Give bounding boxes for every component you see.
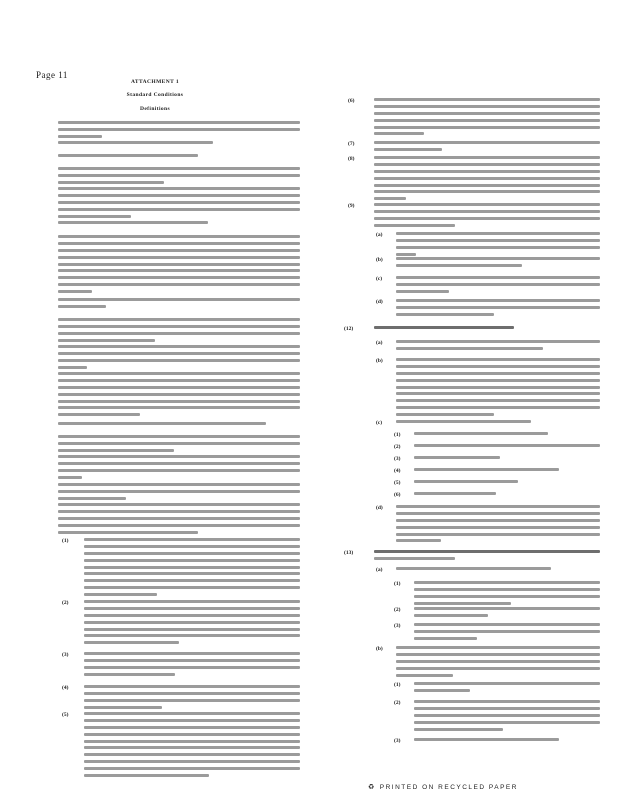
item-2: (2) <box>394 444 401 450</box>
footer-text: PRINTED ON RECYCLED PAPER <box>379 784 518 791</box>
subcondition-d-text <box>396 299 600 320</box>
subcondition-12d-text <box>396 505 600 546</box>
item-13b-2: (2) <box>394 700 401 706</box>
subcondition-13a-text <box>396 567 600 574</box>
condition-duty-to-comply <box>84 538 300 600</box>
item-13a-2: (2) <box>394 607 401 613</box>
condition-duty-to-provide-information <box>374 156 600 204</box>
item-13b-1-text <box>414 682 600 696</box>
paragraph-npdes <box>58 187 300 221</box>
item-13b-1: (1) <box>394 682 401 688</box>
condition-need-to-halt <box>84 652 300 680</box>
paragraph-average-weekly <box>58 345 300 373</box>
condition-monitoring-and-records <box>374 326 514 333</box>
item-13b-2-text <box>414 700 600 734</box>
item-5: (5) <box>394 480 401 486</box>
condition-number-12: (12) <box>344 326 354 332</box>
condition-number-2: (2) <box>62 600 69 606</box>
paragraph-24-hour-composite <box>58 455 300 483</box>
item-3: (3) <box>394 456 401 462</box>
paragraph-bmp <box>58 372 300 420</box>
subcondition-d: (d) <box>376 299 383 305</box>
item-1-text <box>414 432 600 439</box>
condition-number-3: (3) <box>62 652 69 658</box>
item-2-text <box>414 444 600 451</box>
paragraph-board <box>58 154 300 161</box>
condition-duty-to-reapply <box>84 600 300 648</box>
paragraph-act <box>58 121 300 142</box>
footer <box>368 783 518 791</box>
subcondition-12c-text <box>396 420 600 427</box>
subcondition-b: (b) <box>376 257 383 263</box>
condition-number-4: (4) <box>62 685 69 691</box>
subcondition-12a: (a) <box>376 340 383 346</box>
condition-inspection-and-entry <box>374 203 600 231</box>
condition-signatory-requirement <box>374 550 600 564</box>
subcondition-12b: (b) <box>376 358 383 364</box>
attachment-subtitle: Standard Conditions <box>126 92 184 98</box>
condition-number-8: (8) <box>348 156 355 162</box>
definitions-heading: Definitions <box>139 106 171 112</box>
item-6-text <box>414 492 600 499</box>
item-13a-1: (1) <box>394 581 401 587</box>
subcondition-a: (a) <box>376 232 383 238</box>
subcondition-c: (c) <box>376 276 383 282</box>
condition-property-rights <box>374 141 600 155</box>
subcondition-b-text <box>396 257 600 271</box>
attachment-title: ATTACHMENT 1 <box>130 79 180 85</box>
subcondition-12a-text <box>396 340 600 354</box>
subcondition-a-text <box>396 232 600 260</box>
recycle-icon: ♻ <box>368 784 376 791</box>
item-13b-3-text <box>414 738 600 745</box>
paragraph-average-monthly <box>58 318 300 346</box>
item-4: (4) <box>394 468 401 474</box>
subcondition-13b: (b) <box>376 646 383 652</box>
subcondition-12d: (d) <box>376 505 383 511</box>
item-13a-2-text <box>414 607 600 621</box>
subcondition-c-text <box>396 276 600 297</box>
condition-permit-actions <box>374 98 600 139</box>
subcondition-12c: (c) <box>376 420 383 426</box>
paragraph-8-hour-composite <box>58 483 300 504</box>
item-6: (6) <box>394 492 401 498</box>
item-13a-3: (3) <box>394 623 401 629</box>
subcondition-12b-text <box>396 358 600 420</box>
condition-number-6: (6) <box>348 98 355 104</box>
paragraph-maximum-daily <box>58 298 300 312</box>
item-1: (1) <box>394 432 401 438</box>
item-3-text <box>414 456 600 463</box>
paragraph-daily-discharge <box>58 235 300 297</box>
paragraph-flow-proportional <box>58 503 300 537</box>
item-5-text <box>414 480 600 487</box>
paragraph-agency <box>58 141 300 148</box>
paragraph-aliquot <box>58 422 300 429</box>
condition-number-1: (1) <box>62 538 69 544</box>
paragraph-usepa <box>58 221 300 228</box>
item-13a-3-text <box>414 623 600 644</box>
item-13a-1-text <box>414 581 600 609</box>
condition-number-7: (7) <box>348 141 355 147</box>
condition-number-13: (13) <box>344 550 354 556</box>
subcondition-13b-text <box>396 646 600 680</box>
condition-number-9: (9) <box>348 203 355 209</box>
condition-number-5: (5) <box>62 712 69 718</box>
right-column <box>310 0 618 800</box>
page-label: Page 11 <box>36 70 68 80</box>
subcondition-13a: (a) <box>376 567 383 573</box>
condition-proper-operation <box>84 712 300 781</box>
item-4-text <box>414 468 600 475</box>
paragraph-clean-water-act <box>58 167 300 188</box>
item-13b-3: (3) <box>394 738 401 744</box>
paragraph-grab-sample <box>58 435 300 456</box>
condition-duty-to-mitigate <box>84 685 300 713</box>
